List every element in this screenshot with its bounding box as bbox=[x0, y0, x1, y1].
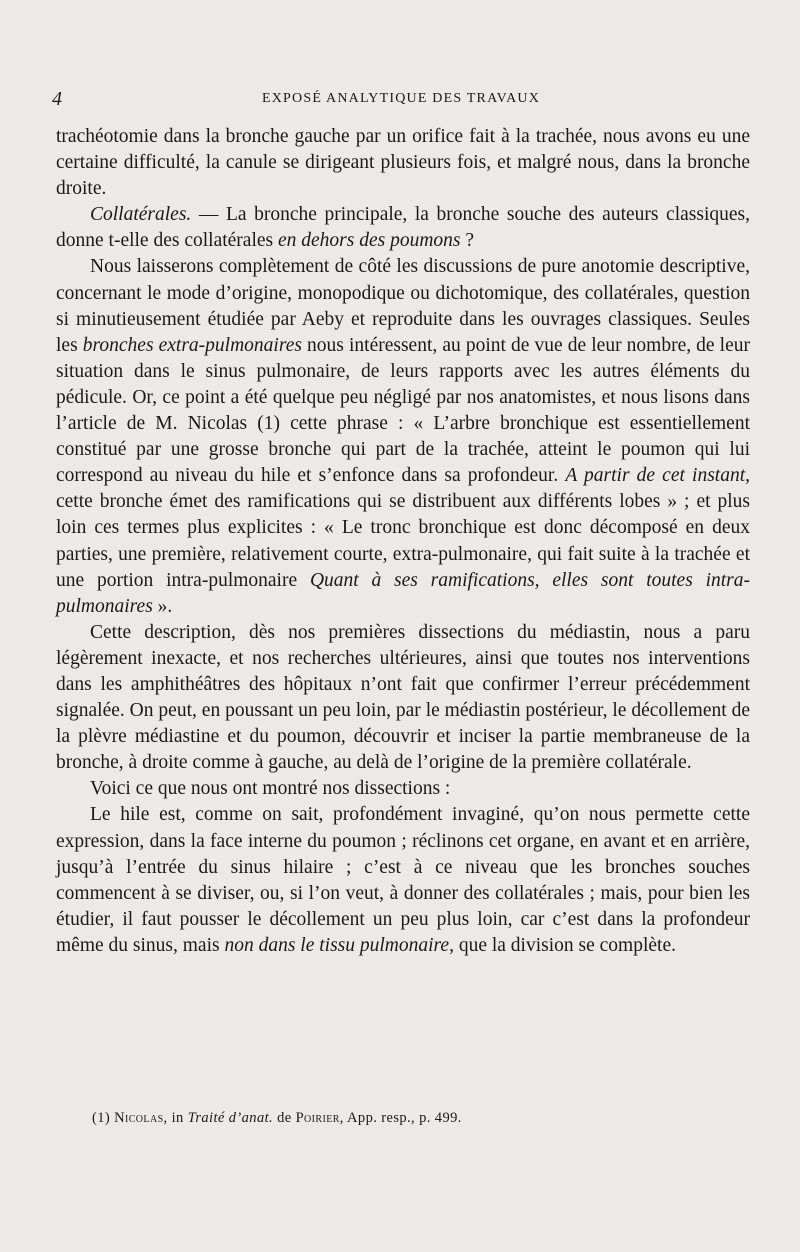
paragraph-text: Nous laisserons complètement de côté les discussions de pure anotomie descriptive, concernant le mode d’origine, monopodique ou dichotomique, des collatérales, question si minutieusement étudiée par Aeby et reproduite dans les ouvrages classiques. Seules les bbox=[56, 256, 750, 356]
footnote-editor: Poirier bbox=[295, 1110, 340, 1126]
paragraph-text: ». bbox=[152, 595, 173, 617]
italic-text: A partir de cet instant, bbox=[565, 465, 751, 487]
italic-text: Quant à ses ramifications, elles sont toutes intra-pulmonaires bbox=[56, 569, 750, 617]
paragraph bbox=[56, 620, 750, 777]
footnote-text: de bbox=[273, 1110, 296, 1126]
running-title: EXPOSÉ ANALYTIQUE DES TRAVAUX bbox=[261, 91, 541, 106]
paragraph-text: nous intéressent, au point de vue de leur nombre, de leur situation dans le sinus pulmonaire, de leurs rapports avec les autres éléments du pédicule. Or, ce point a été quelque peu négligé par nos anatomistes, et nous lisons dans l’article de M. Nicolas (1) cette phrase : « L’arbre bronchique est essentiellement constitué par une grosse bronche qui part de la trachée, atteint le poumon qui lui correspond au niveau du hile et s’enfonce dans sa profondeur. bbox=[56, 334, 750, 487]
italic-text: non dans le tissu pulmonaire, bbox=[224, 934, 454, 956]
paragraph-text: ? bbox=[460, 230, 475, 252]
footnote-text: , App. resp., p. 499. bbox=[339, 1110, 462, 1126]
body-text bbox=[56, 124, 750, 959]
paragraph-text: Cette description, dès nos premières dissections du médiastin, nous a paru légèrement inexacte, et nos recherches ultérieures, ainsi que toutes nos interventions dans les amphithéâtres des hôpitaux n’ont fait que confirmer l’erreur précédemment signalée. On peut, en poussant un peu loin, par le médiastin postérieur, le décollement de la plèvre médiastine et du poumon, découvrir et inciser la partie membraneuse de la bronche, à droite comme à gauche, au delà de l’origine de la première collatérale. bbox=[56, 621, 750, 774]
paragraph bbox=[56, 802, 750, 959]
footnote-text: , in bbox=[163, 1110, 188, 1126]
paragraph-text: — La bronche principale, la bronche souche des auteurs classiques, donne t-elle des collatérales bbox=[56, 204, 750, 252]
paragraph-text: cette bronche émet des ramifications qui se distribuent aux différents lobes » ; et plus loin ces termes plus explicites : « Le tronc bronchique est donc décomposé en deux parties, une première, relativement courte, extra-pulmonaire, qui fait suite à la trachée et une portion intra-pulmonaire bbox=[56, 491, 750, 591]
page-number: 4 bbox=[52, 88, 62, 110]
section-lead: Collatérales. bbox=[90, 204, 192, 226]
paragraph bbox=[56, 254, 750, 619]
footnote bbox=[92, 1110, 752, 1127]
footnote-title: Traité d’anat. bbox=[187, 1110, 274, 1126]
italic-text: en dehors des poumons bbox=[277, 230, 461, 252]
paragraph bbox=[56, 202, 750, 254]
running-head bbox=[52, 88, 750, 110]
paragraph-text: trachéotomie dans la bronche gauche par un orifice fait à la trachée, nous avons eu une certaine difficulté, la canule se dirigeant plusieurs fois, et malgré nous, dans la bronche droite. bbox=[56, 126, 750, 200]
footnote-author: Nicolas bbox=[114, 1110, 164, 1126]
paragraph bbox=[56, 776, 750, 802]
paragraph bbox=[56, 124, 750, 202]
paragraph-text: Le hile est, comme on sait, profondément invaginé, qu’on nous permette cette expression, dans la face interne du poumon ; réclinons cet organe, en avant et en arrière, jusqu’à l’entrée du sinus hilaire ; c’est à ce niveau que les bronches souches commencent à se diviser, ou, si l’on veut, à donner des collatérales ; mais, pour bien les étudier, il faut pousser le décollement un peu plus loin, car c’est dans la profondeur même du sinus, mais bbox=[56, 804, 750, 956]
paragraph-text: Voici ce que nous ont montré nos dissections : bbox=[90, 778, 451, 800]
paragraph-text: que la division se complète. bbox=[453, 934, 676, 956]
footnote-marker: (1) bbox=[92, 1110, 111, 1126]
italic-text: bronches extra-pulmonaires bbox=[82, 334, 302, 356]
